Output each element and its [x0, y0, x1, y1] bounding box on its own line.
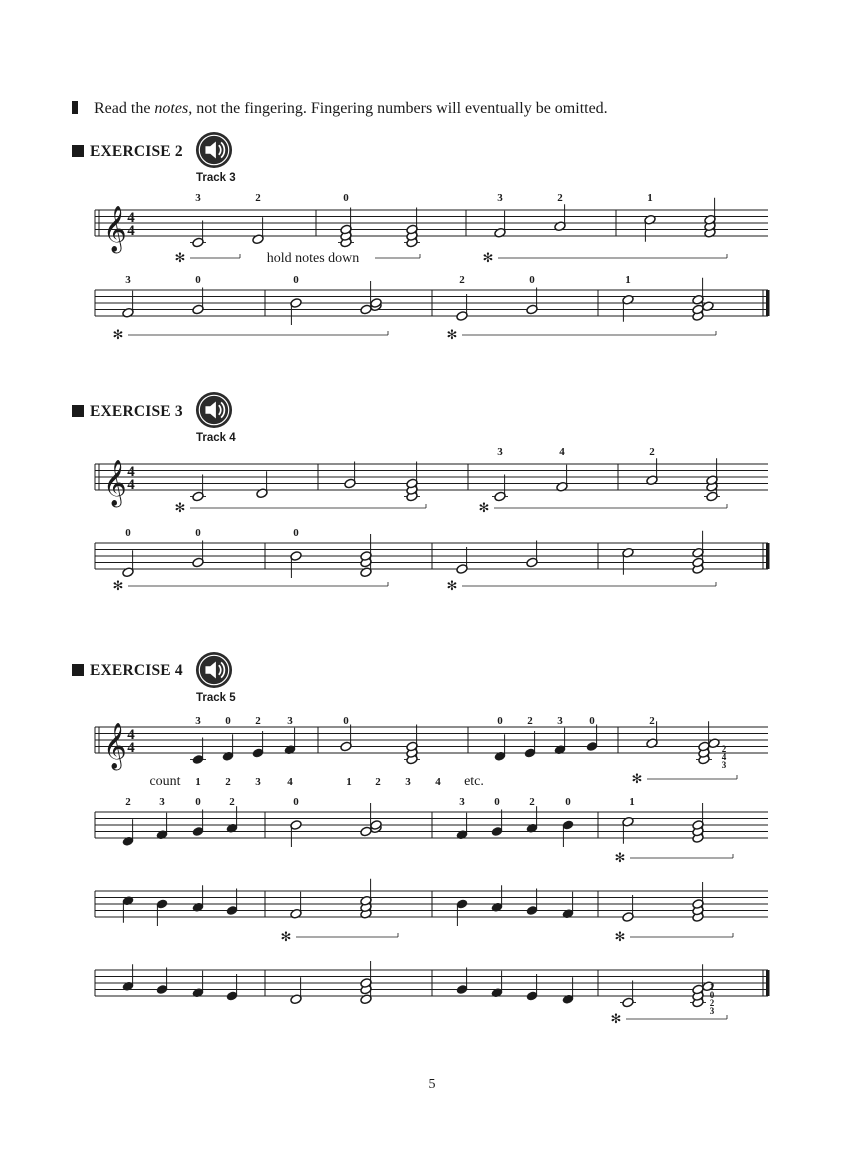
- fingering-number: 3: [459, 796, 465, 808]
- intro-instruction: Read the notes, not the fingering. Fingering numbers will eventually be omitted.: [72, 100, 608, 118]
- etc-label: etc.: [464, 774, 484, 789]
- final-barline: [766, 970, 770, 996]
- hold-sign-icon: ✻: [614, 850, 626, 865]
- chord-fingering: 3: [721, 760, 727, 770]
- count-number: 3: [405, 776, 411, 788]
- fingering-number: 2: [459, 274, 465, 286]
- fingering-number: 0: [529, 274, 535, 286]
- hold-sign-icon: ✻: [631, 771, 643, 786]
- time-signature-bottom: 4: [127, 477, 135, 493]
- time-signature-top: 4: [127, 210, 135, 226]
- treble-clef-icon: 𝄞: [103, 206, 127, 251]
- track-label: Track 5: [196, 692, 236, 704]
- fingering-number: 3: [287, 715, 293, 727]
- time-signature-bottom: 4: [127, 740, 135, 756]
- exercise-2-title: EXERCISE 2: [72, 143, 183, 161]
- fingering-number: 3: [557, 715, 563, 727]
- track-label: Track 3: [196, 172, 236, 184]
- fingering-number: 0: [225, 715, 231, 727]
- chord-fingering: 2: [721, 744, 727, 754]
- chord-fingering: 4: [721, 752, 727, 762]
- count-number: 2: [375, 776, 381, 788]
- fingering-number: 2: [125, 796, 131, 808]
- fingering-number: 0: [565, 796, 571, 808]
- hold-sign-icon: ✻: [112, 327, 124, 342]
- fingering-number: 2: [649, 446, 655, 458]
- chord-fingering: 1: [709, 982, 715, 992]
- fingering-number: 3: [195, 715, 201, 727]
- hold-sign-icon: ✻: [280, 929, 292, 944]
- hold-sign-icon: ✻: [482, 250, 494, 265]
- hold-sign-icon: ✻: [478, 500, 490, 515]
- fingering-number: 2: [557, 192, 563, 204]
- hold-notes-label: hold notes down: [266, 251, 360, 266]
- chord-fingering: 0: [709, 990, 715, 1000]
- fingering-number: 0: [125, 527, 131, 539]
- count-number: 2: [225, 776, 231, 788]
- chord-fingering: 2: [709, 998, 715, 1008]
- count-number: 3: [255, 776, 261, 788]
- hold-sign-icon: ✻: [610, 1011, 622, 1026]
- fingering-number: 0: [293, 527, 299, 539]
- fingering-number: 0: [494, 796, 500, 808]
- hold-sign-icon: ✻: [174, 250, 186, 265]
- fingering-number: 0: [195, 527, 201, 539]
- note-head: [702, 301, 714, 312]
- time-signature-top: 4: [127, 464, 135, 480]
- fingering-number: 0: [589, 715, 595, 727]
- count-number: 4: [435, 776, 441, 788]
- fingering-number: 2: [255, 192, 261, 204]
- fingering-number: 2: [255, 715, 261, 727]
- page-number: 5: [428, 1077, 436, 1092]
- fingering-number: 1: [647, 192, 653, 204]
- fingering-number: 3: [195, 192, 201, 204]
- final-barline: [766, 290, 770, 316]
- exercise-4-title: EXERCISE 4: [72, 662, 183, 680]
- fingering-number: 0: [343, 715, 349, 727]
- hold-sign-icon: ✻: [446, 327, 458, 342]
- hold-sign-icon: ✻: [112, 578, 124, 593]
- count-label: count: [149, 774, 181, 789]
- hold-sign-icon: ✻: [614, 929, 626, 944]
- final-barline: [766, 543, 770, 569]
- fingering-number: 2: [527, 715, 533, 727]
- count-number: 4: [287, 776, 293, 788]
- time-signature-top: 4: [127, 727, 135, 743]
- track-label: Track 4: [196, 432, 236, 444]
- exercise-3-title: EXERCISE 3: [72, 403, 183, 421]
- fingering-number: 2: [229, 796, 235, 808]
- fingering-number: 0: [293, 796, 299, 808]
- fingering-number: 0: [497, 715, 503, 727]
- fingering-number: 2: [529, 796, 535, 808]
- fingering-number: 1: [625, 274, 631, 286]
- time-signature-bottom: 4: [127, 223, 135, 239]
- fingering-number: 3: [159, 796, 165, 808]
- note-head: [708, 738, 720, 749]
- hold-sign-icon: ✻: [174, 500, 186, 515]
- hold-sign-icon: ✻: [446, 578, 458, 593]
- treble-clef-icon: 𝄞: [103, 460, 127, 505]
- fingering-number: 0: [195, 796, 201, 808]
- chord-fingering: 3: [709, 1006, 715, 1016]
- fingering-number: 2: [649, 715, 655, 727]
- count-number: 1: [346, 776, 352, 788]
- fingering-number: 0: [293, 274, 299, 286]
- fingering-number: 3: [125, 274, 131, 286]
- fingering-number: 0: [343, 192, 349, 204]
- fingering-number: 3: [497, 192, 503, 204]
- count-number: 1: [195, 776, 201, 788]
- fingering-number: 0: [195, 274, 201, 286]
- fingering-number: 1: [629, 796, 635, 808]
- fingering-number: 3: [497, 446, 503, 458]
- fingering-number: 4: [559, 446, 565, 458]
- treble-clef-icon: 𝄞: [103, 723, 127, 768]
- intro-emphasis: notes: [154, 100, 189, 117]
